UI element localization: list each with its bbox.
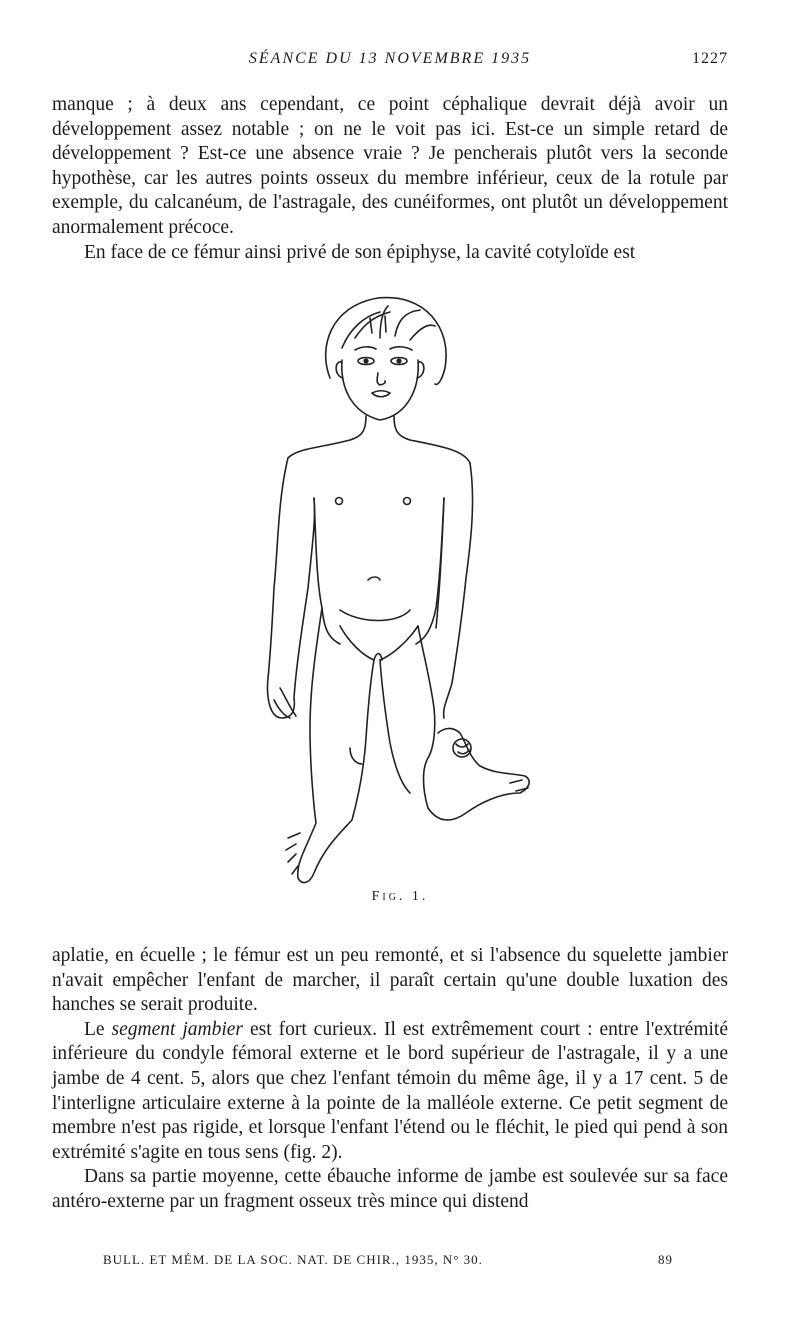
header-title: SÉANCE DU 13 NOVEMBRE 1935 [248, 50, 532, 67]
groin [340, 626, 418, 660]
paragraph-start: Le [84, 1018, 112, 1040]
running-header [52, 50, 728, 78]
child-drawing-illustration [230, 288, 550, 888]
figure-illustration [230, 288, 550, 888]
page-footer [103, 1252, 673, 1268]
page-number: 1227 [692, 50, 728, 67]
hair-strands [342, 306, 435, 348]
paragraph: Dans sa partie moyenne, cette ébauche informe de jambe est soulevée sur sa face antéro-externe par un fragment osseux très mince qui distend [52, 1166, 728, 1212]
footer-signature: 89 [658, 1252, 673, 1267]
eyebrows [355, 347, 412, 350]
right-foot-toes [510, 780, 528, 791]
nose [377, 373, 385, 385]
italic-term: segment jambier [111, 1018, 244, 1040]
navel [368, 577, 380, 580]
paragraph-rest: est fort curieux. Il est extrêmement court : entre l'extrémité inférieure du condyle fémoral externe et le bord supérieur de l'astragale, il y a une jambe de 4 cent. 5, alors que chez l'enfant témoin du même âge, il y a 17 cent. 5 de l'interligne articulaire externe à la pointe de la malléole externe. Ce petit segment de membre n'est pas rigide, et lorsque l'enfant l'étend ou le fléchit, le pied qui pend à son extrémité s'agite en tous sens (fig. 2). [52, 1018, 728, 1163]
torso-right [416, 498, 444, 644]
figure-caption: Fig. 1. [371, 889, 429, 904]
hair-outline [326, 298, 446, 385]
right-leg [418, 626, 529, 820]
paragraph: aplatie, en écuelle ; le fémur est un peu remonté, et si l'absence du squelette jambier n'avait empêcher l'enfant de marcher, il paraît certain qu'une double luxation des hanches se serait produite. [52, 945, 728, 1016]
paragraph: En face de ce fémur ainsi privé de son épiphyse, la cavité cotyloïde est [84, 241, 636, 263]
lower-abdomen [340, 610, 410, 621]
right-arm [436, 463, 473, 718]
paragraph [52, 1018, 728, 1166]
ears [336, 362, 424, 378]
footer-citation: BULL. ET MÉM. DE LA SOC. NAT. DE CHIR., 1935, N° 30. [103, 1252, 483, 1267]
left-arm [268, 458, 315, 718]
text-block-top [52, 93, 728, 265]
paragraph: manque ; à deux ans cependant, ce point céphalique devrait déjà avoir un développement assez notable ; on ne le voit pas ici. Est-ce un simple retard de développement ? Est-ce une absence vraie ? Je pencherais plutôt vers la seconde hypothèse, car les autres points osseux du membre inférieur, ceux de la rotule par exemple, du calcanéum, de l'astragale, des cunéiformes, ont plutôt un développement anormalement précoce. [52, 94, 728, 238]
left-leg [298, 608, 374, 883]
right-leg-inner [380, 660, 410, 793]
left-knee [350, 748, 362, 764]
torso-left [314, 498, 340, 644]
neck-shoulders [288, 416, 470, 463]
text-block-bottom [52, 944, 728, 1215]
right-nipple [404, 498, 411, 505]
mouth [372, 391, 390, 397]
left-nipple [336, 498, 343, 505]
